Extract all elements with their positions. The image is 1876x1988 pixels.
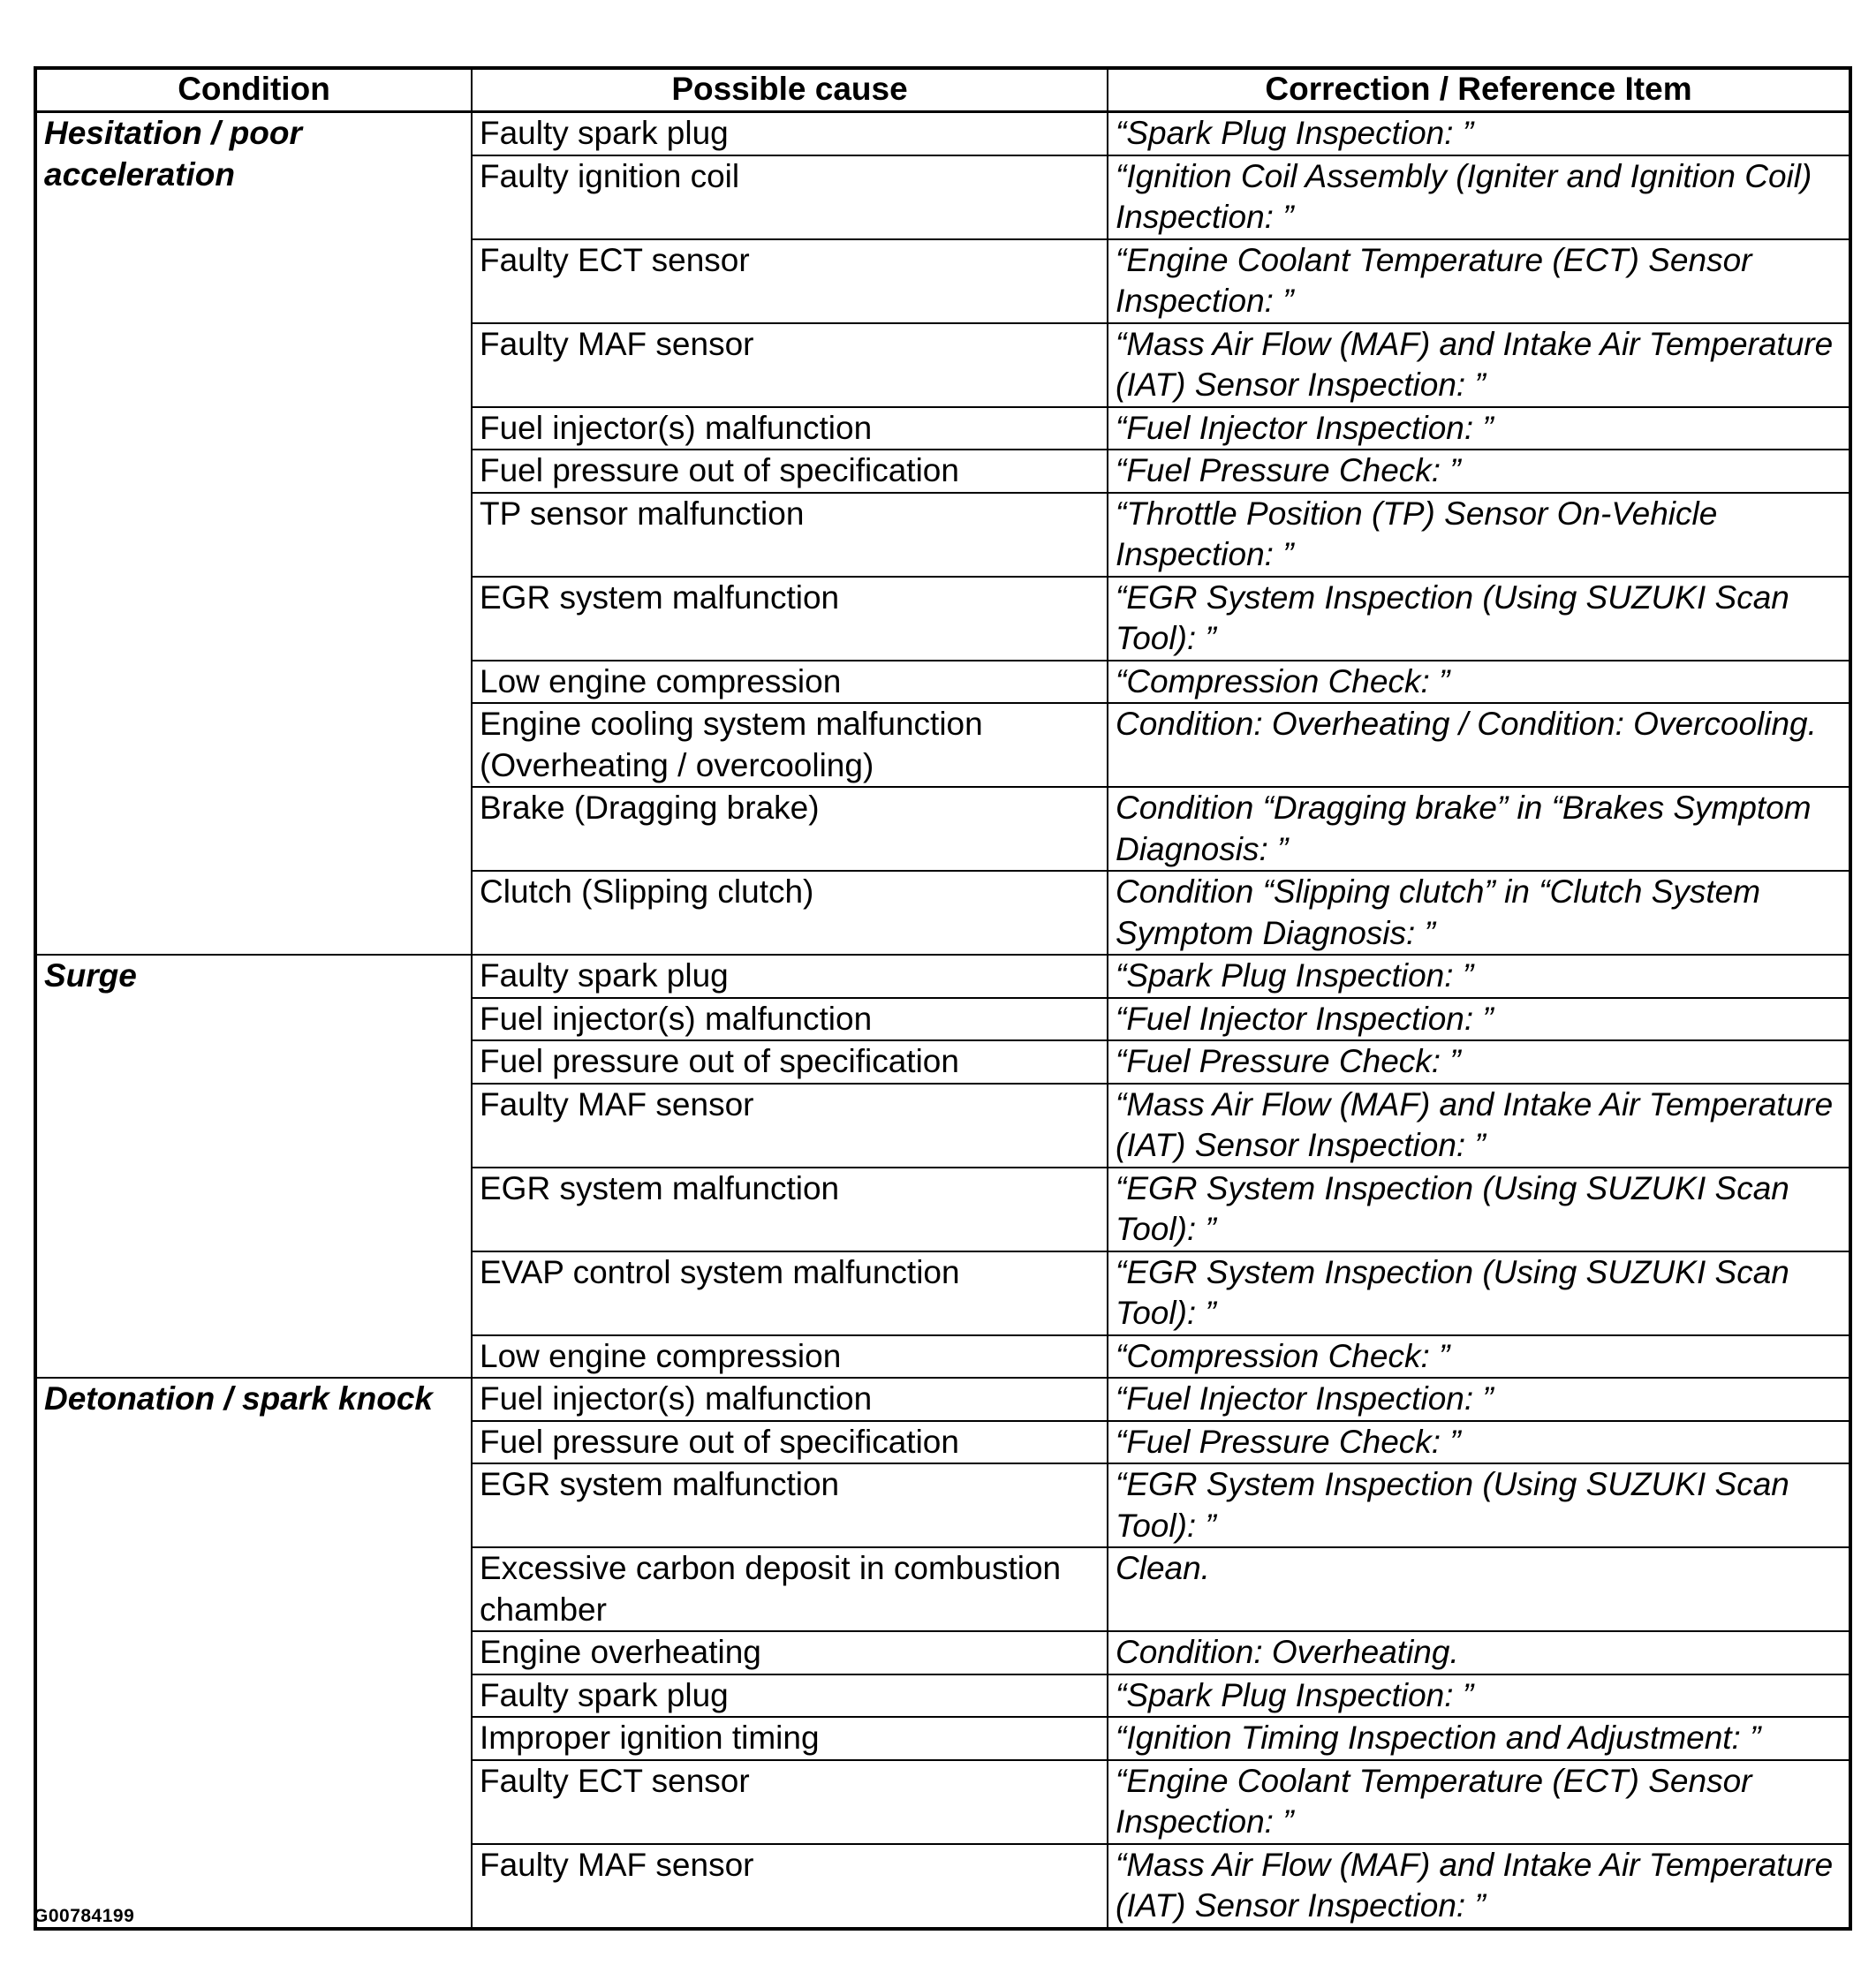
possible-cause-cell: Faulty spark plug [472, 955, 1108, 998]
correction-cell: “Mass Air Flow (MAF) and Intake Air Temperature (IAT) Sensor Inspection: ” [1108, 1084, 1850, 1168]
table-row [35, 112, 1850, 155]
correction-cell: “Spark Plug Inspection: ” [1108, 955, 1850, 998]
header-row [35, 68, 1850, 112]
correction-cell: “Ignition Coil Assembly (Igniter and Ignition Coil) Inspection: ” [1108, 155, 1850, 239]
correction-cell: “Fuel Pressure Check: ” [1108, 450, 1850, 493]
possible-cause-cell: Low engine compression [472, 661, 1108, 704]
possible-cause-cell: TP sensor malfunction [472, 493, 1108, 577]
correction-cell: “Throttle Position (TP) Sensor On-Vehicle Inspection: ” [1108, 493, 1850, 577]
correction-cell: “EGR System Inspection (Using SUZUKI Scan Tool): ” [1108, 577, 1850, 661]
possible-cause-cell: EVAP control system malfunction [472, 1251, 1108, 1335]
condition-cell: Hesitation / poor acceleration [35, 112, 472, 956]
possible-cause-cell: Clutch (Slipping clutch) [472, 871, 1108, 955]
correction-cell: “EGR System Inspection (Using SUZUKI Scan Tool): ” [1108, 1251, 1850, 1335]
correction-cell: “Compression Check: ” [1108, 661, 1850, 704]
possible-cause-cell: EGR system malfunction [472, 1168, 1108, 1251]
correction-cell: “Fuel Injector Inspection: ” [1108, 1378, 1850, 1421]
possible-cause-cell: Improper ignition timing [472, 1717, 1108, 1760]
possible-cause-cell: Faulty MAF sensor [472, 1844, 1108, 1929]
possible-cause-cell: Fuel pressure out of specification [472, 1040, 1108, 1084]
header-correction: Correction / Reference Item [1108, 68, 1850, 112]
possible-cause-cell: Faulty spark plug [472, 1674, 1108, 1718]
correction-cell: “Engine Coolant Temperature (ECT) Sensor Inspection: ” [1108, 1760, 1850, 1844]
correction-cell: “Fuel Injector Inspection: ” [1108, 407, 1850, 450]
table-body [35, 112, 1850, 1929]
correction-cell: “Fuel Pressure Check: ” [1108, 1421, 1850, 1464]
condition-cell: Surge [35, 955, 472, 1378]
correction-cell: Condition: Overheating. [1108, 1631, 1850, 1674]
correction-cell: “Ignition Timing Inspection and Adjustment: ” [1108, 1717, 1850, 1760]
possible-cause-cell: Fuel pressure out of specification [472, 450, 1108, 493]
header-possible-cause: Possible cause [472, 68, 1108, 112]
correction-cell: “Engine Coolant Temperature (ECT) Sensor Inspection: ” [1108, 239, 1850, 323]
correction-cell: “EGR System Inspection (Using SUZUKI Scan Tool): ” [1108, 1168, 1850, 1251]
possible-cause-cell: Faulty MAF sensor [472, 1084, 1108, 1168]
possible-cause-cell: EGR system malfunction [472, 1463, 1108, 1547]
correction-cell: “Mass Air Flow (MAF) and Intake Air Temperature (IAT) Sensor Inspection: ” [1108, 1844, 1850, 1929]
possible-cause-cell: Faulty ignition coil [472, 155, 1108, 239]
possible-cause-cell: Faulty spark plug [472, 112, 1108, 155]
correction-cell: “Fuel Pressure Check: ” [1108, 1040, 1850, 1084]
table-row [35, 1378, 1850, 1421]
correction-cell: “Spark Plug Inspection: ” [1108, 1674, 1850, 1718]
possible-cause-cell: Faulty MAF sensor [472, 323, 1108, 407]
possible-cause-cell: Faulty ECT sensor [472, 239, 1108, 323]
correction-cell: Condition: Overheating / Condition: Overcooling. [1108, 703, 1850, 787]
correction-cell: Condition “Slipping clutch” in “Clutch System Symptom Diagnosis: ” [1108, 871, 1850, 955]
possible-cause-cell: Fuel injector(s) malfunction [472, 1378, 1108, 1421]
correction-cell: “EGR System Inspection (Using SUZUKI Scan Tool): ” [1108, 1463, 1850, 1547]
possible-cause-cell: Fuel injector(s) malfunction [472, 407, 1108, 450]
table-row [35, 955, 1850, 998]
diagnosis-table [34, 66, 1852, 1931]
possible-cause-cell: Fuel pressure out of specification [472, 1421, 1108, 1464]
correction-cell: “Fuel Injector Inspection: ” [1108, 998, 1850, 1041]
possible-cause-cell: Faulty ECT sensor [472, 1760, 1108, 1844]
correction-cell: “Compression Check: ” [1108, 1335, 1850, 1379]
possible-cause-cell: Engine overheating [472, 1631, 1108, 1674]
possible-cause-cell: Fuel injector(s) malfunction [472, 998, 1108, 1041]
possible-cause-cell: EGR system malfunction [472, 577, 1108, 661]
header-condition: Condition [35, 68, 472, 112]
possible-cause-cell: Brake (Dragging brake) [472, 787, 1108, 871]
correction-cell: “Spark Plug Inspection: ” [1108, 112, 1850, 155]
figure-id: G00784199 [34, 1906, 135, 1926]
possible-cause-cell: Engine cooling system malfunction (Overheating / overcooling) [472, 703, 1108, 787]
possible-cause-cell: Excessive carbon deposit in combustion chamber [472, 1547, 1108, 1631]
possible-cause-cell: Low engine compression [472, 1335, 1108, 1379]
correction-cell: Clean. [1108, 1547, 1850, 1631]
correction-cell: “Mass Air Flow (MAF) and Intake Air Temperature (IAT) Sensor Inspection: ” [1108, 323, 1850, 407]
correction-cell: Condition “Dragging brake” in “Brakes Symptom Diagnosis: ” [1108, 787, 1850, 871]
condition-cell: Detonation / spark knock [35, 1378, 472, 1929]
